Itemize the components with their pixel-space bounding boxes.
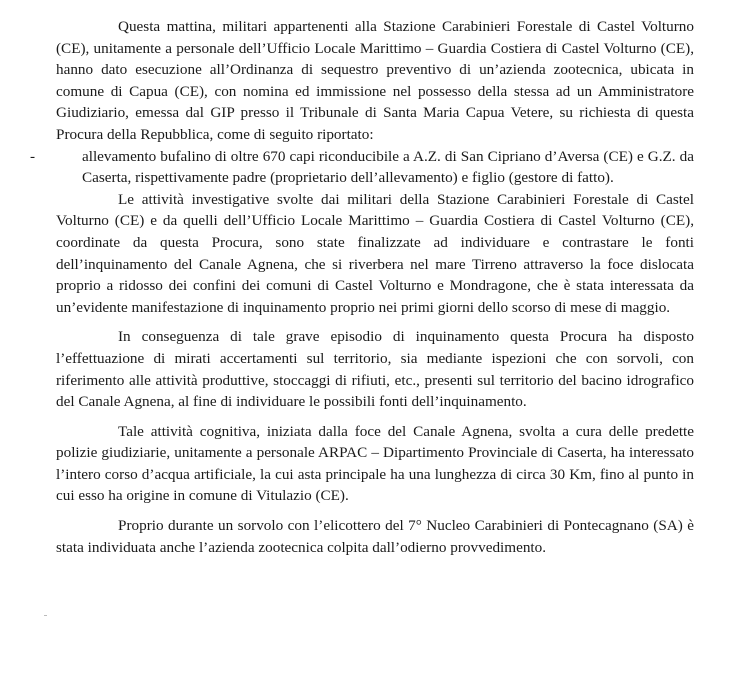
scan-speck bbox=[44, 615, 47, 616]
document-body bbox=[30, 16, 694, 558]
bullet-text: allevamento bufalino di oltre 670 capi riconducibile a A.Z. di San Cipriano d’Aversa (CE) e G.Z. da Caserta, rispettivamente padre (proprietario dell’allevamento) e figlio (gestore di fatto). bbox=[82, 147, 694, 187]
paragraph-inspections: In conseguenza di tale grave episodio di inquinamento questa Procura ha disposto l’effettuazione di mirati accertamenti sul territorio, sia mediante ispezioni che con sorvoli, con riferimento alle attività produttive, stoccaggi di rifiuti, etc., presenti sul territorio del bacino idrografico del Canale Agnena, al fine di individuare le possibili fonti dell’inquinamento. bbox=[56, 328, 694, 411]
bullet-marker: - bbox=[30, 147, 36, 165]
bullet-item-livestock bbox=[30, 146, 694, 189]
paragraph-seizure-order: Questa mattina, militari appartenenti alla Stazione Carabinieri Forestale di Castel Volturno (CE), unitamente a personale dell’Ufficio Locale Marittimo – Guardia Costiera di Castel Volturno (CE), hanno dato esecuzione all’Ordinanza di sequestro preventivo di un’azienda zootecnica, ubicata in comune di Capua (CE), con nomina ed immissione nel possesso della stessa ad un Amministratore Giudiziario, emessa dal GIP presso il Tribunale di Santa Maria Capua Vetere, su richiesta di questa Procura della Repubblica, come di seguito riportato: bbox=[56, 18, 694, 143]
paragraph-investigations: Le attività investigative svolte dai militari della Stazione Carabinieri Forestale di Castel Volturno (CE) e da quelli dell’Ufficio Locale Marittimo – Guardia Costiera di Castel Volturno (CE), coordinate da questa Procura, sono state finalizzate ad individuare e contrastare le fonti dell’inquinamento del Canale Agnena, che si riverbera nel mare Tirreno attraverso la foce dislocata proprio a ridosso dei confini dei comuni di Castel Volturno e Mondragone, che è stata interessata da un’evidente manifestazione di inquinamento proprio nei primi giorni dello scorso di mese di maggio. bbox=[56, 190, 694, 316]
paragraph-helicopter-overflight: Proprio durante un sorvolo con l’elicottero del 7° Nucleo Carabinieri di Pontecagnano (SA) è stata individuata anche l’azienda zootecnica colpita dall’odierno provvedimento. bbox=[56, 517, 694, 556]
paragraph-cognitive-activity: Tale attività cognitiva, iniziata dalla foce del Canale Agnena, svolta a cura delle predette polizie giudiziarie, unitamente a personale ARPAC – Dipartimento Provinciale di Caserta, ha interessato l’intero corso d’acqua artificiale, la cui asta principale ha una lunghezza di circa 30 Km, fino al punto in cui esso ha origine in comune di Vitulazio (CE). bbox=[56, 422, 694, 505]
